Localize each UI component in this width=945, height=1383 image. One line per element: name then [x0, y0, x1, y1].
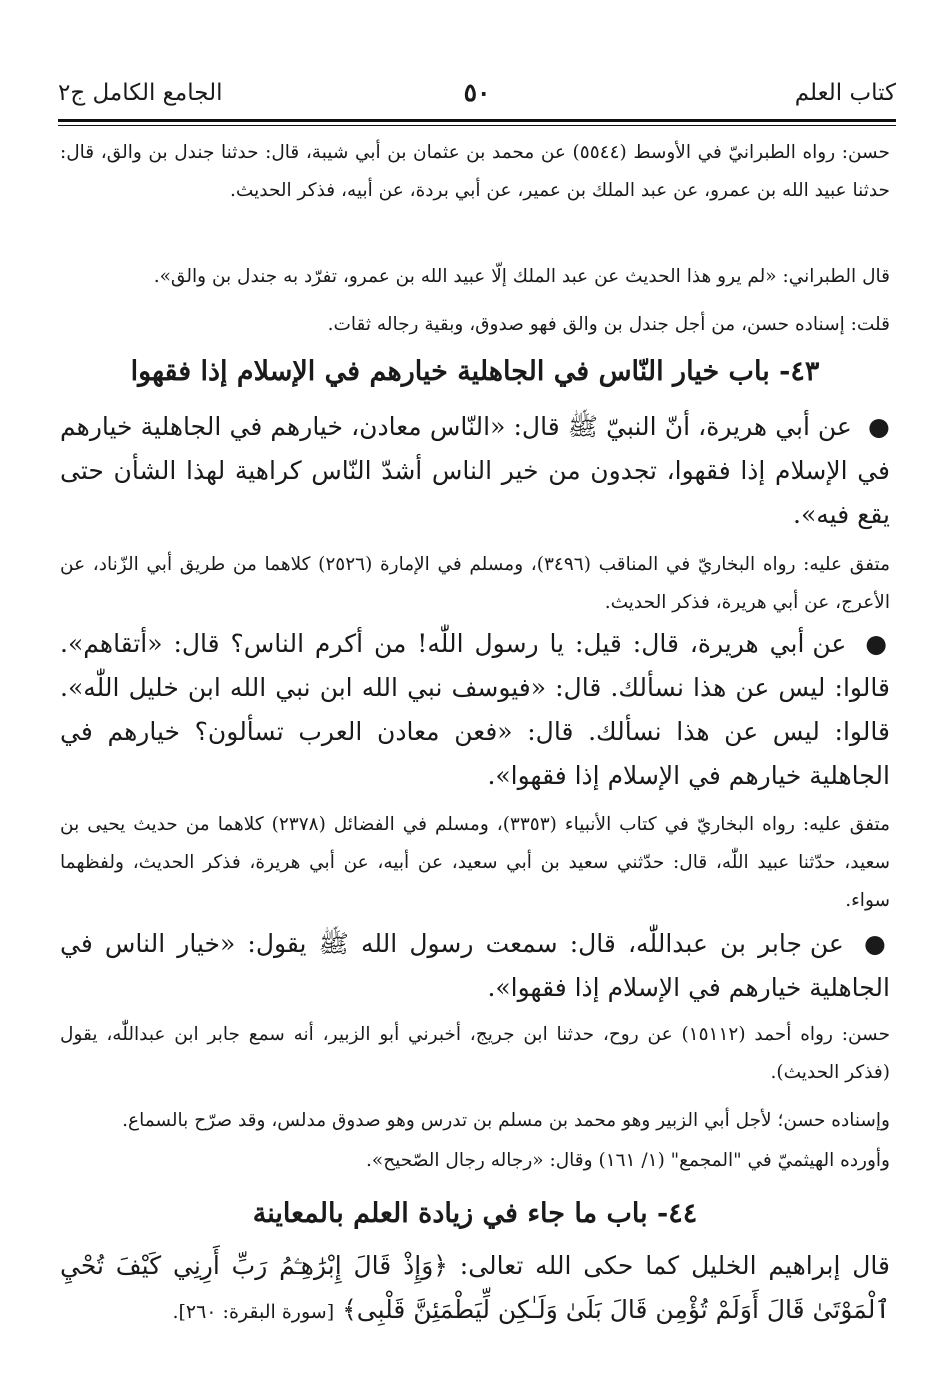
- hadith-paragraph: ● عن أبي هريرة، قال: قيل: يا رسول اللّٰه! من أكرم الناس؟ قال: «أتقاهم». قالوا: ليس عن هذا نسألك. قال: «فيوسف نبي الله ابن نبي الله ابن خليل اللّٰه». قالوا: ليس عن هذا نسألك. قال: «فعن معادن العرب تسألون؟ خيارهم في الجاهلية خيارهم في الإسلام إذا فقهوا».: [60, 629, 890, 790]
- header-rule-thin: [58, 125, 896, 126]
- quran-verse: ﴿وَإِذْ قَالَ إِبْرَٰهِـۧمُ رَبِّ أَرِنِي كَيْفَ تُحْيِ ٱلْمَوْتَىٰ قَالَ أَوَلَمْ تُؤْمِن قَالَ بَلَىٰ وَلَـٰكِن لِّيَطْمَئِنَّ قَلْبِى﴾: [60, 1251, 890, 1324]
- bullet-icon: ●: [868, 412, 891, 441]
- takhrij-paragraph: حسن: رواه الطبرانيّ في الأوسط (٥٥٤٤) عن محمد بن عثمان بن أبي شيبة، قال: حدثنا جندل بن والق، قال: حدثنا عبيد الله بن عمرو، عن عبد الملك بن عمير، عن أبي بردة، عن أبيه، فذكر الحديث.: [60, 142, 890, 201]
- quran-paragraph: قال إبراهيم الخليل كما حكى الله تعالى: ﴿وَإِذْ قَالَ إِبْرَٰهِـۧمُ رَبِّ أَرِنِي كَيْفَ تُحْيِ ٱلْمَوْتَىٰ قَالَ أَوَلَمْ تُؤْمِن قَالَ بَلَىٰ وَلَـٰكِن لِّيَطْمَئِنَّ قَلْبِى﴾ [سورة البقرة: ٢٦٠].: [60, 1251, 891, 1324]
- bullet-icon: ●: [864, 929, 890, 958]
- takhrij-paragraph: متفق عليه: رواه البخاريّ في المناقب (٣٤٩٦)، ومسلم في الإمارة (٢٥٢٦) كلاهما من طريق أبي الزّناد، عن الأعرج، عن أبي هريرة، فذكر الحديث.: [60, 554, 890, 613]
- quote-tabarani: قال الطبراني: «لم يرو هذا الحديث عن عبد الملك إلّا عبيد الله بن عمرو، تفرّد به جندل بن والق».: [153, 266, 890, 287]
- page-number: ٥٠: [463, 78, 491, 107]
- hadith-paragraph: ● عن جابر بن عبداللّٰه، قال: سمعت رسول الله ﷺ يقول: «خيار الناس في الجاهلية خيارهم في الإسلام إذا فقهوا».: [60, 929, 890, 1002]
- takhrij-paragraph: حسن: رواه أحمد (١٥١١٢) عن روح، حدثنا ابن جريج، أخبرني أبو الزبير، أنه سمع جابر ابن عبداللّٰه، يقول (فذكر الحديث).: [60, 1024, 890, 1083]
- surah-reference: [سورة البقرة: ٢٦٠].: [172, 1301, 335, 1323]
- hadith-paragraph: ● عن أبي هريرة، أنّ النبيّ ﷺ قال: «النّاس معادن، خيارهم في الجاهلية خيارهم في الإسلام إذا فقهوا، تجدون من خير الناس أشدّ النّاس كراهية لهذا الشأن حتى يقع فيه».: [60, 412, 891, 529]
- note-isnad: وإسناده حسن؛ لأجل أبي الزبير وهو محمد بن مسلم بن تدرس وهو صدوق مدلس، وقد صرّح بالسماع.: [122, 1110, 890, 1131]
- chapter-heading-44: ٤٤- باب ما جاء في زيادة العلم بالمعاينة: [252, 1198, 698, 1229]
- book-title: كتاب العلم: [794, 80, 896, 106]
- bullet-icon: ●: [865, 629, 890, 658]
- note-haythami: وأورده الهيثميّ في "المجمع" (١/ ١٦١) وقال: «رجاله رجال الصّحيح».: [366, 1150, 890, 1171]
- chapter-heading-43: ٤٣- باب خيار النّاس في الجاهلية خيارهم في الإسلام إذا فقهوا: [130, 356, 820, 387]
- header-rule-thick: [58, 119, 896, 122]
- running-head: [58, 72, 896, 112]
- note-isnad: قلت: إسناده حسن، من أجل جندل بن والق فهو صدوق، وبقية رجاله ثقات.: [327, 314, 890, 335]
- takhrij-paragraph: متفق عليه: رواه البخاريّ في كتاب الأنبياء (٣٣٥٣)، ومسلم في الفضائل (٢٣٧٨) كلاهما من حديث يحيى بن سعيد، حدّثنا عبيد اللّٰه، قال: حدّثني سعيد بن أبي سعيد، عن أبيه، عن أبي هريرة، فذكر الحديث، ولفظهما سواء.: [60, 814, 891, 911]
- volume-title: الجامع الكامل ج٢: [58, 80, 223, 106]
